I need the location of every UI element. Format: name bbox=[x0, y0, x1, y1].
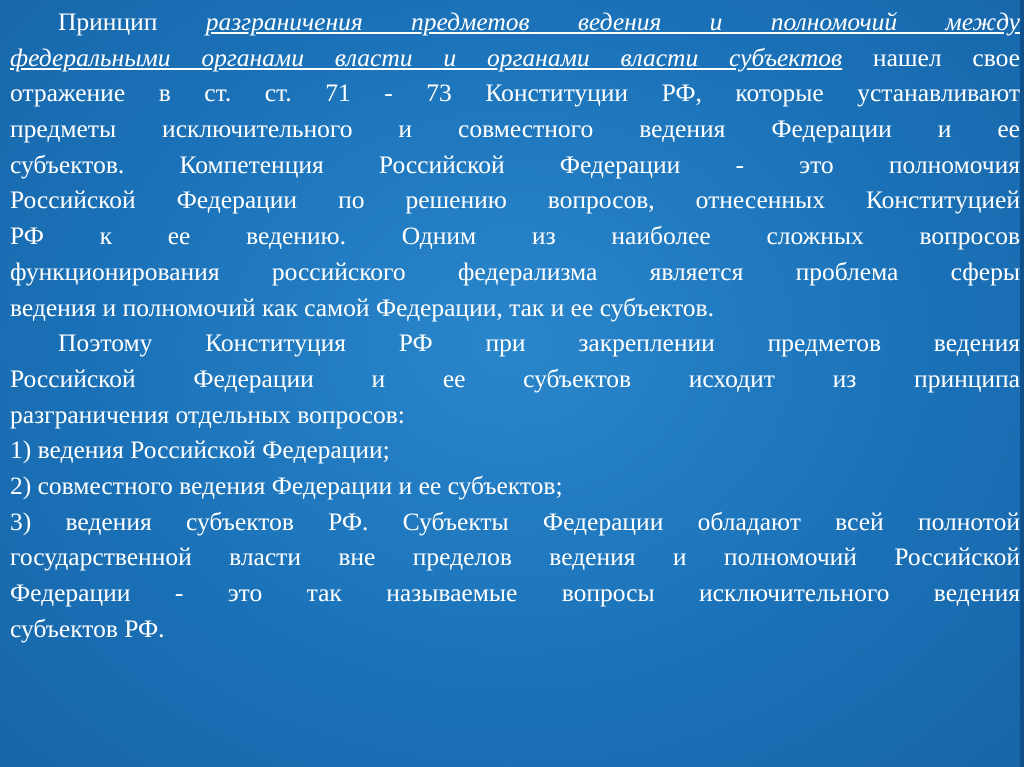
p1-emphasis-2: федеральными органами власти и органами власти субъектов bbox=[10, 42, 843, 72]
p2-line-2: Российской Федерации и ее субъектов исходит из принципа bbox=[10, 363, 1020, 393]
list-item-2: 2) совместного ведения Федерации и ее субъектов; bbox=[10, 470, 563, 500]
p1-emphasis-1: разграничения предметов ведения и полномочий между bbox=[205, 7, 1020, 36]
list-item-1: 1) ведения Российской Федерации; bbox=[10, 435, 390, 465]
p2-line-3: разграничения отдельных вопросов: bbox=[10, 399, 405, 429]
p1-line-7: РФ к ее ведению. Одним из наиболее сложных вопросов bbox=[10, 221, 1020, 251]
list-item-3-line-1: 3) ведения субъектов РФ. Субъекты Федерации обладают всей полнотой bbox=[10, 506, 1020, 536]
p1-line-1 bbox=[10, 4, 1020, 40]
p1-line-8: функционирования российского федерализма является проблема сферы bbox=[10, 256, 1020, 286]
p1-line-3: отражение в ст. ст. 71 - 73 Конституции РФ, которые устанавливают bbox=[10, 78, 1020, 108]
p1-line-6: Российской Федерации по решению вопросов, отнесенных Конституцией bbox=[10, 185, 1020, 215]
list-item-3-line-3: Федерации - это так называемые вопросы исключительного ведения bbox=[10, 578, 1020, 607]
p1-lead-word: Принцип bbox=[58, 7, 206, 36]
p1-line-9: ведения и полномочий как самой Федерации, так и ее субъектов. bbox=[10, 292, 714, 322]
p2-line-1: Поэтому Конституция РФ при закреплении предметов ведения bbox=[58, 328, 1020, 358]
p1-line-2-tail: нашел свое bbox=[842, 42, 1020, 72]
p1-line-4: предметы исключительного и совместного ведения Федерации и ее bbox=[10, 114, 1020, 144]
p1-line-5: субъектов. Компетенция Российской Федерации - это полномочия bbox=[10, 149, 1020, 179]
slide-body-text bbox=[10, 4, 1020, 646]
list-item-3-line-2: государственной власти вне пределов ведения и полномочий Российской bbox=[10, 542, 1020, 572]
list-item-3-line-4: субъектов РФ. bbox=[10, 613, 165, 643]
p1-line-2 bbox=[10, 40, 1020, 76]
